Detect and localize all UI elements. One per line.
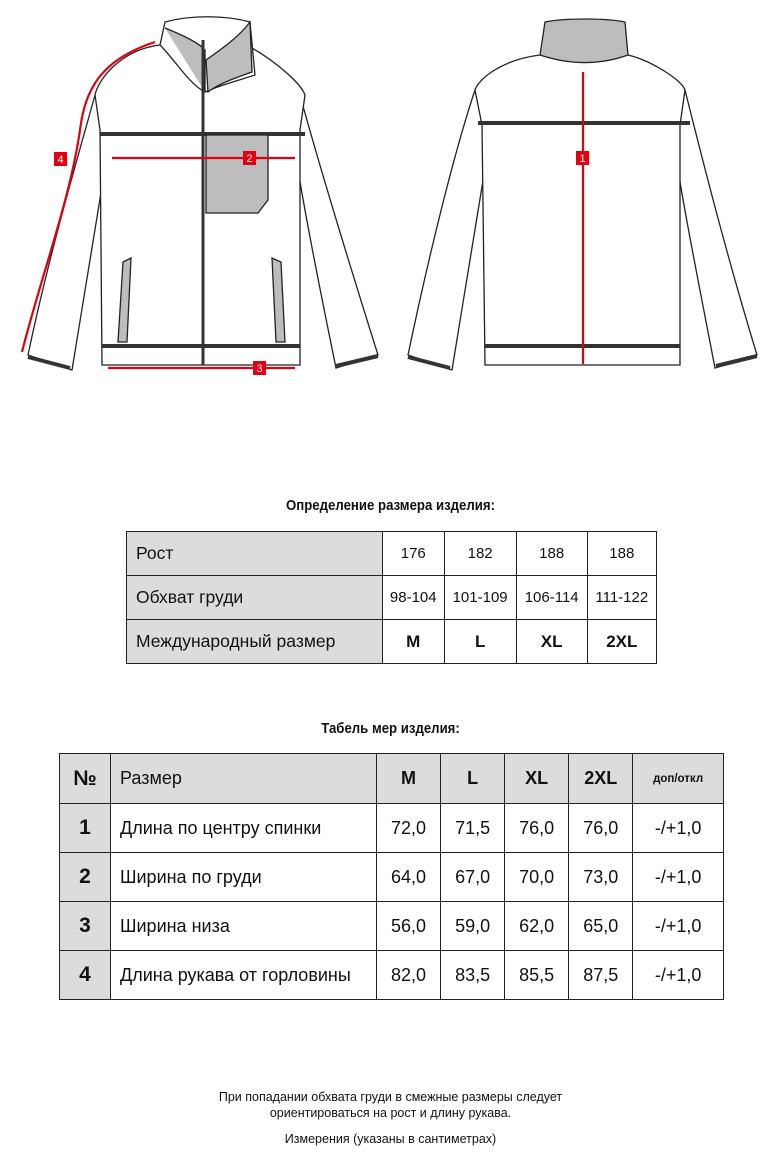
- row-name: Длина рукава от горловины: [111, 951, 377, 1000]
- note-line-1: При попадании обхвата груди в смежные размеры следует: [218, 1090, 563, 1104]
- table-cell: 67,0: [441, 853, 505, 902]
- table-row: [60, 951, 724, 1000]
- table-cell: 188: [587, 532, 656, 576]
- table-cell: 82,0: [377, 951, 441, 1000]
- table-cell: 65,0: [569, 902, 633, 951]
- note-line-3: Измерения (указаны в сантиметрах): [284, 1132, 497, 1146]
- jacket-drawing: [0, 0, 781, 400]
- tolerance-cell: -/+1,0: [633, 853, 724, 902]
- row-name: Ширина по груди: [111, 853, 377, 902]
- table-cell: XL: [516, 620, 587, 664]
- table-cell: 98-104: [383, 576, 445, 620]
- table-cell: 56,0: [377, 902, 441, 951]
- header-tolerance: доп/откл: [633, 754, 724, 804]
- table-cell: 85,5: [505, 951, 569, 1000]
- header-cell: 2XL: [569, 754, 633, 804]
- measure-table: [59, 753, 724, 1000]
- row-label-chest: Обхват груди: [127, 576, 383, 620]
- table-row: [127, 532, 657, 576]
- jacket-front: [28, 17, 378, 370]
- table-cell: 64,0: [377, 853, 441, 902]
- row-label-height: Рост: [127, 532, 383, 576]
- size-table-title: Определение размера изделия:: [286, 497, 495, 514]
- header-num: №: [60, 754, 111, 804]
- header-cell: M: [377, 754, 441, 804]
- row-name: Длина по центру спинки: [111, 804, 377, 853]
- table-cell: 62,0: [505, 902, 569, 951]
- table-cell: 176: [383, 532, 445, 576]
- tolerance-cell: -/+1,0: [633, 902, 724, 951]
- row-num: 2: [60, 853, 111, 902]
- table-cell: 73,0: [569, 853, 633, 902]
- table-row: [127, 620, 657, 664]
- table-row: [60, 804, 724, 853]
- table-cell: 59,0: [441, 902, 505, 951]
- table-header-row: [60, 754, 724, 804]
- table-cell: 83,5: [441, 951, 505, 1000]
- table-cell: 111-122: [587, 576, 656, 620]
- table-row: [127, 576, 657, 620]
- table-cell: 182: [444, 532, 516, 576]
- table-row: [60, 902, 724, 951]
- note-line-2: ориентироваться на рост и длину рукава.: [269, 1106, 512, 1120]
- row-num: 1: [60, 804, 111, 853]
- table-row: [60, 853, 724, 902]
- table-cell: 71,5: [441, 804, 505, 853]
- measure-label-3: 3: [256, 363, 263, 375]
- table-cell: 70,0: [505, 853, 569, 902]
- measure-label-2: 2: [246, 153, 253, 165]
- table-cell: 72,0: [377, 804, 441, 853]
- tolerance-cell: -/+1,0: [633, 804, 724, 853]
- table-cell: M: [383, 620, 445, 664]
- header-cell: XL: [505, 754, 569, 804]
- table-cell: 76,0: [505, 804, 569, 853]
- header-size: Размер: [111, 754, 377, 804]
- table-cell: 188: [516, 532, 587, 576]
- measure-label-4: 4: [57, 154, 64, 166]
- table-cell: 101-109: [444, 576, 516, 620]
- row-label-intl-size: Международный размер: [127, 620, 383, 664]
- measure-label-1: 1: [579, 153, 586, 165]
- table-cell: 76,0: [569, 804, 633, 853]
- table-cell: 87,5: [569, 951, 633, 1000]
- table-cell: 106-114: [516, 576, 587, 620]
- row-num: 4: [60, 951, 111, 1000]
- size-table: [126, 531, 657, 664]
- measure-table-title: Табель мер изделия:: [321, 720, 460, 737]
- header-cell: L: [441, 754, 505, 804]
- tolerance-cell: -/+1,0: [633, 951, 724, 1000]
- table-cell: 2XL: [587, 620, 656, 664]
- row-name: Ширина низа: [111, 902, 377, 951]
- row-num: 3: [60, 902, 111, 951]
- table-cell: L: [444, 620, 516, 664]
